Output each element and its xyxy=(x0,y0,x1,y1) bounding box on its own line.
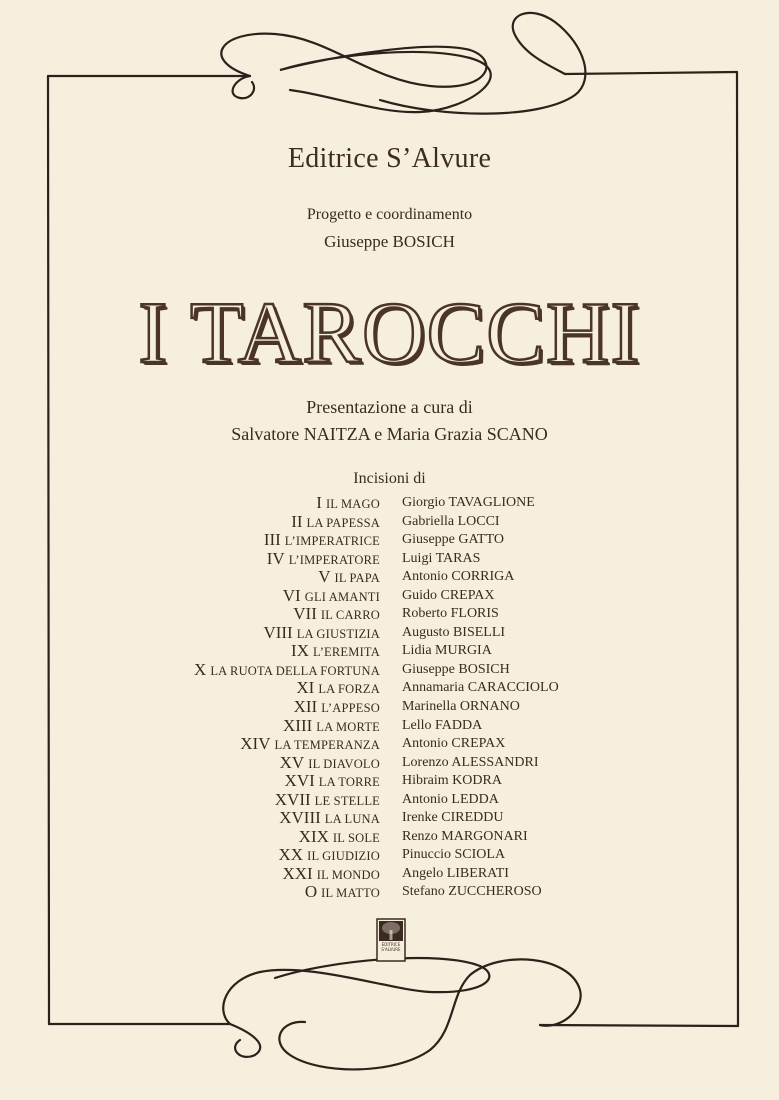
card-name: LA GIUSTIZIA xyxy=(296,626,380,641)
bottom-flourish-curl xyxy=(230,1024,260,1057)
card-row xyxy=(0,883,779,902)
card-title xyxy=(267,550,380,569)
card-artist: Giorgio TAVAGLIONE xyxy=(402,495,535,510)
card-title xyxy=(294,698,380,717)
presentation-label: Presentazione a cura di xyxy=(306,397,473,417)
card-name: L’IMPERATORE xyxy=(288,552,380,567)
card-number: XIX xyxy=(298,826,329,846)
card-number: XIV xyxy=(240,734,271,754)
card-title xyxy=(316,494,380,513)
card-artist: Annamaria CARACCIOLO xyxy=(402,680,559,696)
logo-text xyxy=(376,942,406,952)
card-title xyxy=(282,865,380,884)
card-name: L’EREMITA xyxy=(313,645,380,660)
card-title xyxy=(275,791,380,810)
card-artist: Giuseppe BOSICH xyxy=(402,661,510,677)
card-title xyxy=(194,661,380,680)
card-number: X xyxy=(194,659,207,679)
card-name: LA RUOTA DELLA FORTUNA xyxy=(210,663,380,678)
card-artist: Marinella ORNANO xyxy=(402,699,520,715)
card-number: VI xyxy=(282,585,301,605)
top-flourish xyxy=(221,34,490,113)
card-row xyxy=(0,587,779,606)
card-artist: Lello FADDA xyxy=(402,717,483,733)
card-name: IL MAGO xyxy=(325,497,380,511)
card-title xyxy=(299,828,380,847)
card-artist: Antonio CREPAX xyxy=(402,736,506,752)
card-row xyxy=(0,791,779,810)
card-title xyxy=(291,513,380,532)
card-row xyxy=(0,679,779,698)
card-number: XVIII xyxy=(279,808,321,828)
card-row xyxy=(0,513,779,532)
card-number: V xyxy=(318,567,331,587)
card-row xyxy=(0,698,779,717)
project-label: Progetto e coordinamento xyxy=(306,206,473,223)
card-row xyxy=(0,846,779,865)
card-row xyxy=(0,568,779,587)
card-number: XXI xyxy=(282,863,313,883)
card-number: II xyxy=(291,511,303,531)
card-number: XI xyxy=(296,678,315,698)
card-title xyxy=(285,772,380,791)
card-name: IL GIUDIZIO xyxy=(307,849,380,864)
card-artist: Gabriella LOCCI xyxy=(402,513,500,529)
card-row xyxy=(0,809,779,828)
bottom-flourish-loop xyxy=(279,959,580,1069)
card-name: LA TEMPERANZA xyxy=(274,738,380,753)
card-number: XX xyxy=(278,845,304,865)
card-name: IL SOLE xyxy=(332,830,380,845)
card-title xyxy=(263,624,380,643)
card-title xyxy=(240,735,380,754)
card-number: VIII xyxy=(263,622,293,642)
top-flourish-left-curl xyxy=(233,76,254,98)
card-list xyxy=(0,494,779,902)
card-row xyxy=(0,754,779,773)
card-number: IX xyxy=(291,641,309,661)
card-artist: Lorenzo ALESSANDRI xyxy=(402,754,539,770)
card-artist: Guido CREPAX xyxy=(402,587,495,603)
card-number: XV xyxy=(279,752,305,772)
card-title xyxy=(296,679,380,698)
card-title xyxy=(293,605,380,624)
card-name: LE STELLE xyxy=(314,793,380,808)
logo-line2: S'ALVURE xyxy=(381,947,401,952)
card-title xyxy=(280,754,380,773)
card-number: XVII xyxy=(274,789,311,809)
frame-top-right-line xyxy=(565,72,737,74)
card-row xyxy=(0,605,779,624)
card-artist: Stefano ZUCCHEROSO xyxy=(402,884,542,900)
card-artist: Angelo LIBERATI xyxy=(402,865,509,881)
card-number: O xyxy=(304,882,318,902)
card-title xyxy=(318,568,380,587)
card-name: IL DIAVOLO xyxy=(308,756,380,771)
card-row xyxy=(0,531,779,550)
logo-line1: EDITRICE xyxy=(381,942,401,947)
publisher-name: Editrice S’Alvure xyxy=(287,143,492,174)
card-number: XIII xyxy=(283,715,313,735)
card-name: IL MONDO xyxy=(316,867,380,882)
card-title xyxy=(283,587,380,606)
card-name: IL MATTO xyxy=(321,886,380,901)
card-name: IL PAPA xyxy=(334,571,380,586)
tree-icon xyxy=(376,918,406,962)
card-title xyxy=(291,642,380,661)
card-title xyxy=(264,531,380,550)
card-row xyxy=(0,828,779,847)
card-name: LA MORTE xyxy=(316,719,380,734)
card-artist: Luigi TARAS xyxy=(402,550,481,566)
card-title xyxy=(279,809,380,828)
card-row xyxy=(0,494,779,513)
card-artist: Pinuccio SCIOLA xyxy=(402,847,506,863)
card-name: IL CARRO xyxy=(320,608,380,623)
card-number: VII xyxy=(293,604,317,624)
card-row xyxy=(0,865,779,884)
card-artist: Antonio CORRIGA xyxy=(402,569,515,585)
card-row xyxy=(0,624,779,643)
card-artist: Giuseppe GATTO xyxy=(402,532,505,548)
card-title xyxy=(305,883,380,902)
main-title: I TAROCCHI xyxy=(138,285,641,382)
presentation-authors: Salvatore NAITZA e Maria Grazia SCANO xyxy=(231,424,548,444)
card-artist: Irenke CIREDDU xyxy=(402,810,504,826)
card-row xyxy=(0,642,779,661)
engravings-label: Incisioni di xyxy=(353,470,426,487)
card-number: I xyxy=(316,493,322,512)
card-row xyxy=(0,550,779,569)
publisher-logo xyxy=(376,918,406,962)
card-title xyxy=(283,717,380,736)
card-row xyxy=(0,735,779,754)
bottom-flourish xyxy=(223,958,489,1024)
card-row xyxy=(0,661,779,680)
card-name: LA TORRE xyxy=(318,775,380,790)
card-artist: Roberto FLORIS xyxy=(402,606,499,622)
card-artist: Antonio LEDDA xyxy=(402,791,499,807)
card-artist: Augusto BISELLI xyxy=(402,624,506,640)
card-title xyxy=(279,846,380,865)
card-number: III xyxy=(263,530,281,550)
card-name: LA LUNA xyxy=(324,812,380,827)
frame-bottom-right-line xyxy=(540,1025,738,1026)
card-name: LA PAPESSA xyxy=(306,515,380,530)
card-number: IV xyxy=(266,548,285,568)
project-author: Giuseppe BOSICH xyxy=(324,232,455,251)
card-row xyxy=(0,772,779,791)
card-name: GLI AMANTI xyxy=(304,589,380,604)
card-artist: Renzo MARGONARI xyxy=(402,828,528,844)
card-number: XVI xyxy=(284,771,315,791)
card-name: L’APPESO xyxy=(321,701,380,716)
card-artist: Hibraim KODRA xyxy=(402,773,502,789)
card-artist: Lidia MURGIA xyxy=(402,643,492,659)
card-name: L’IMPERATRICE xyxy=(284,534,380,549)
card-number: XII xyxy=(293,697,318,717)
card-row xyxy=(0,717,779,736)
card-name: LA FORZA xyxy=(318,682,380,697)
